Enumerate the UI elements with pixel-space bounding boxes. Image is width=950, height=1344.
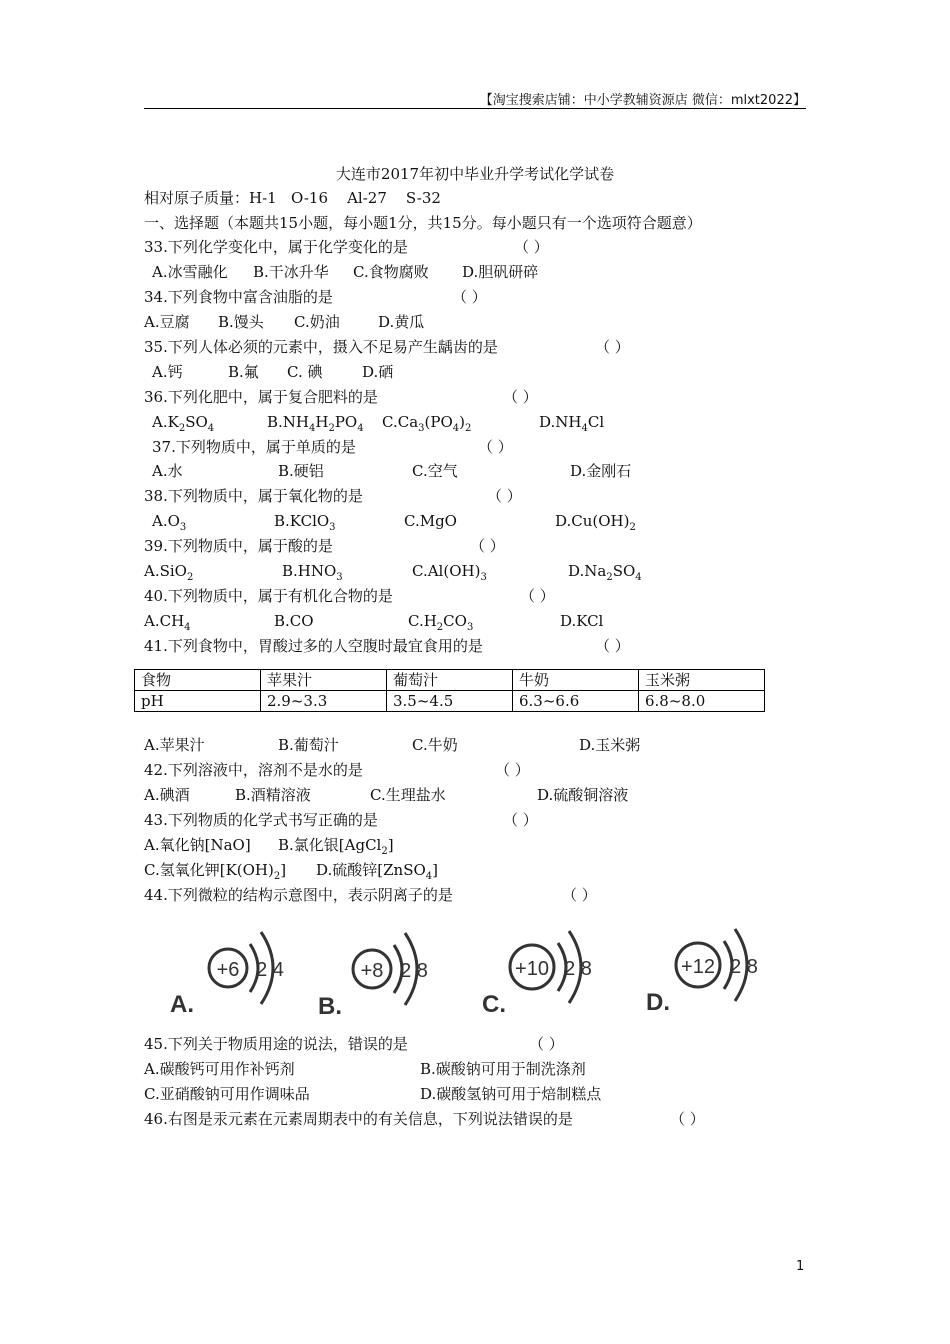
question-42-stem: 42.下列溶液中，溶剂不是水的是 [144, 761, 363, 779]
option-c: $C.Al(OH)_3$ [412, 562, 487, 583]
option-letter: A. [170, 991, 194, 1018]
option-a: A.SiO$_2$ [144, 562, 194, 583]
option-a: A.苹果汁 [144, 736, 205, 754]
question-34-stem: 34.下列食物中富含油脂的是 [144, 288, 333, 306]
question-43-stem: 43.下列物质的化学式书写正确的是 [144, 811, 378, 829]
option-d: D.胆矾研碎 [462, 263, 539, 281]
answer-bracket[interactable]: （ ） [495, 761, 530, 779]
option-b: B.硬铝 [278, 462, 324, 480]
question-38-stem: 38.下列物质中，属于氧化物的是 [144, 487, 363, 505]
page-header: 【淘宝搜索店铺：中小学教辅资源店 微信：mlxt2022】 [479, 93, 806, 108]
option-a: A.冰雪融化 [152, 263, 228, 281]
option-a: A.钙 [152, 363, 183, 381]
table-cell: 6.3~6.6 [513, 691, 639, 712]
answer-bracket[interactable]: （ ） [670, 1110, 705, 1128]
option-b: B.馒头 [218, 313, 264, 331]
option-d: D.KCl [560, 612, 604, 630]
nucleus-charge: +6 [216, 959, 240, 981]
answer-bracket[interactable]: （ ） [595, 637, 630, 655]
question-41-stem: 41.下列食物中，胃酸过多的人空腹时最宜食用的是 [144, 637, 483, 655]
option-b: $B.HNO_3$ [282, 562, 343, 583]
atomic-mass-line: 相对原子质量：H-1 O-16 Al-27 S-32 [144, 189, 441, 207]
table-cell: 玉米粥 [639, 670, 765, 691]
answer-bracket[interactable]: （ ） [503, 811, 538, 829]
atom-diagram-b [312, 914, 462, 1020]
table-header-row [135, 670, 765, 691]
table-cell: 葡萄汁 [387, 670, 513, 691]
option-b: B.KClO$_3$ [274, 512, 336, 533]
option-c: C. 碘 [287, 363, 323, 381]
answer-bracket[interactable]: （ ） [503, 388, 538, 406]
answer-bracket[interactable]: （ ） [520, 587, 555, 605]
option-c: $C.H_2CO_3$ [408, 612, 474, 633]
option-b: B.CO [274, 612, 314, 630]
option-a: $A.CH_4$ [144, 612, 191, 633]
answer-bracket[interactable]: （ ） [595, 338, 630, 356]
question-33-stem: 33.下列化学变化中，属于化学变化的是 [144, 238, 408, 256]
nucleus-charge: +8 [360, 960, 384, 982]
exam-title: 大连市2017年初中毕业升学考试化学试卷 [335, 165, 615, 183]
option-a: A.豆腐 [144, 313, 190, 331]
table-cell: 食物 [135, 670, 261, 691]
option-d: D.玉米粥 [579, 736, 641, 754]
option-b: B.氟 [228, 363, 259, 381]
question-46-stem: 46.右图是汞元素在元素周期表中的有关信息，下列说法错误的是 [144, 1110, 573, 1128]
option-d: $D.Na_2SO_4$ [568, 562, 642, 583]
answer-bracket[interactable]: （ ） [487, 487, 522, 505]
answer-bracket[interactable]: （ ） [452, 288, 487, 306]
table-cell: pH [135, 691, 261, 712]
option-d: $D.NH_4Cl$ [539, 413, 605, 434]
section-heading: 一、选择题（本题共15小题，每小题1分，共15分。每小题只有一个选项符合题意） [144, 214, 702, 232]
option-b: B.葡萄汁 [278, 736, 339, 754]
option-b: B.碳酸钠可用于制洗涤剂 [420, 1060, 586, 1078]
shell-electrons: 2 4 [256, 959, 284, 981]
atom-diagram-c [478, 914, 628, 1020]
atom-diagram-a [166, 914, 316, 1020]
option-c: C.MgO [404, 512, 457, 530]
table-cell: 2.9~3.3 [261, 691, 387, 712]
option-letter: D. [646, 989, 670, 1016]
option-d: D.硒 [362, 363, 394, 381]
question-35-stem: 35.下列人体必须的元素中，摄入不足易产生龋齿的是 [144, 338, 498, 356]
option-b: B.酒精溶液 [235, 786, 311, 804]
answer-bracket[interactable]: （ ） [514, 238, 549, 256]
page-number: 1 [796, 1259, 805, 1274]
option-c: $C.Ca_3(PO_4)_2$ [382, 413, 472, 434]
option-b: B.氯化银[AgCl$_2$] [278, 836, 394, 857]
option-c: C.生理盐水 [370, 786, 446, 804]
answer-bracket[interactable]: （ ） [562, 886, 597, 904]
table-cell: 3.5~4.5 [387, 691, 513, 712]
option-d: $D.Cu(OH)_2$ [555, 512, 636, 533]
option-a: A.水 [152, 462, 183, 480]
nucleus-charge: +12 [681, 956, 715, 978]
option-a: A.碳酸钙可用作补钙剂 [144, 1060, 295, 1078]
ph-table [134, 669, 765, 712]
option-d: D.硫酸锌[ZnSO$_4$] [316, 861, 439, 882]
option-c: C.牛奶 [412, 736, 458, 754]
option-c: C.食物腐败 [353, 263, 429, 281]
option-b: B.干冰升华 [253, 263, 329, 281]
answer-bracket[interactable]: （ ） [470, 537, 505, 555]
table-cell: 6.8~8.0 [639, 691, 765, 712]
shell-electrons: 2 8 [400, 960, 428, 982]
question-37-stem: 37.下列物质中，属于单质的是 [152, 438, 356, 456]
question-40-stem: 40.下列物质中，属于有机化合物的是 [144, 587, 393, 605]
header-rule [144, 108, 806, 109]
table-cell: 苹果汁 [261, 670, 387, 691]
table-cell: 牛奶 [513, 670, 639, 691]
option-d: D.黄瓜 [378, 313, 425, 331]
option-c: C.奶油 [294, 313, 340, 331]
shell-electrons: 2 8 [564, 958, 592, 980]
answer-bracket[interactable]: （ ） [478, 438, 513, 456]
option-letter: B. [318, 993, 342, 1020]
option-c: C.亚硝酸钠可用作调味品 [144, 1085, 310, 1103]
question-45-stem: 45.下列关于物质用途的说法，错误的是 [144, 1035, 408, 1053]
option-a: A.碘酒 [144, 786, 190, 804]
option-d: D.硫酸铜溶液 [537, 786, 629, 804]
option-d: D.碳酸氢钠可用于焙制糕点 [420, 1085, 602, 1103]
answer-bracket[interactable]: （ ） [529, 1035, 564, 1053]
question-44-stem: 44.下列微粒的结构示意图中，表示阴离子的是 [144, 886, 453, 904]
option-d: D.金刚石 [570, 462, 632, 480]
option-a: $A.K_2SO_4$ [152, 413, 215, 434]
option-b: $B.NH_4H_2PO_4$ [267, 413, 364, 434]
option-c: C.空气 [412, 462, 458, 480]
option-c: C.氢氧化钾$[K(OH)_2]$ [144, 861, 287, 882]
question-36-stem: 36.下列化肥中，属于复合肥料的是 [144, 388, 378, 406]
question-39-stem: 39.下列物质中，属于酸的是 [144, 537, 333, 555]
shell-electrons: 2 8 [730, 956, 758, 978]
atom-diagram-d [642, 914, 792, 1020]
option-letter: C. [482, 991, 506, 1018]
nucleus-charge: +10 [515, 958, 549, 980]
table-row [135, 691, 765, 712]
option-a: $A.O_3$ [152, 512, 187, 533]
option-a: A.氧化钠[NaO] [144, 836, 251, 854]
